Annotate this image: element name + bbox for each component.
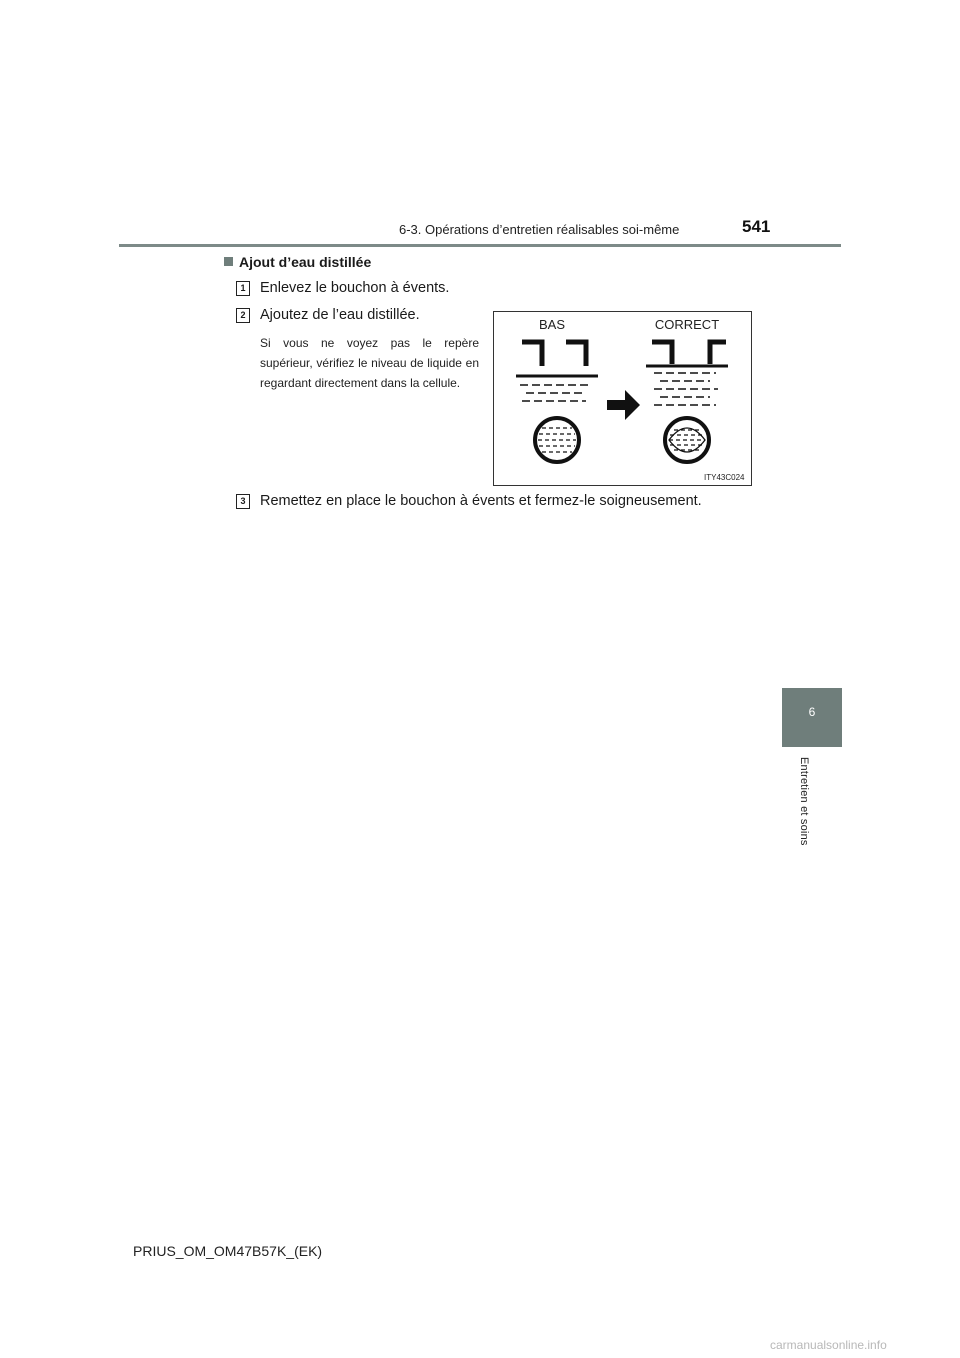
square-bullet-icon xyxy=(224,257,233,266)
low-level-top-view xyxy=(535,418,579,462)
chapter-number: 6 xyxy=(808,705,816,719)
step-2-text: Ajoutez de l’eau distillée. xyxy=(260,307,420,323)
electrolyte-level-figure xyxy=(493,311,752,486)
chapter-tab xyxy=(782,688,842,747)
procedure-heading xyxy=(224,254,371,270)
step-1-text: Enlevez le bouchon à évents. xyxy=(260,280,450,296)
step-2-badge: 2 xyxy=(236,308,250,323)
page-number: 541 xyxy=(742,217,771,236)
label-low: BAS xyxy=(538,317,566,332)
watermark: carmanualsonline.info xyxy=(770,1338,887,1352)
label-correct: CORRECT xyxy=(654,317,720,332)
correct-level-cell xyxy=(646,342,728,405)
document-id: PRIUS_OM_OM47B57K_(EK) xyxy=(133,1243,323,1259)
step-2-note: Si vous ne voyez pas le repère supérieur, vérifiez le niveau de liquide en regardant directement dans la cellule. xyxy=(260,336,479,390)
level-illustration xyxy=(494,312,751,485)
step-1-badge: 1 xyxy=(236,281,250,296)
header-divider xyxy=(119,244,841,247)
step-3-badge: 3 xyxy=(236,494,250,509)
chapter-title: Entretien et soins xyxy=(798,757,810,846)
correct-level-top-view xyxy=(665,418,709,462)
section-title: 6-3. Opérations d’entretien réalisables soi-même xyxy=(399,222,680,237)
arrow-right-icon xyxy=(607,390,640,420)
heading-text: Ajout d’eau distillée xyxy=(239,254,372,270)
step-3-text: Remettez en place le bouchon à évents et fermez-le soigneusement. xyxy=(260,493,702,509)
low-level-cell xyxy=(516,342,598,401)
figure-code: ITY43C024 xyxy=(704,473,745,482)
